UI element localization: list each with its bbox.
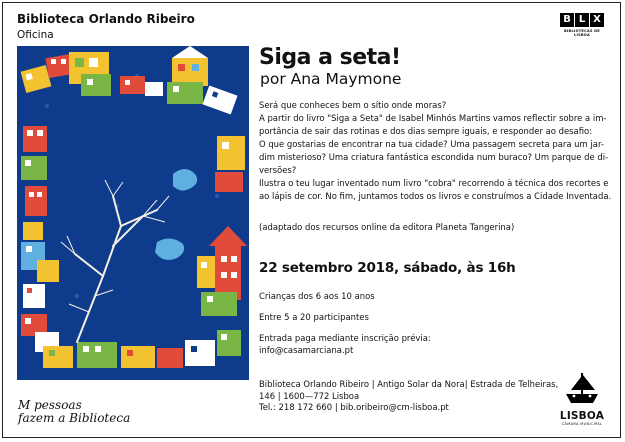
blx-letter-l: L <box>575 13 589 27</box>
lisboa-logo <box>558 370 606 430</box>
event-participants: Entre 5 a 20 participantes <box>259 312 369 322</box>
org-subtitle: Oficina <box>17 29 54 41</box>
address-line: 146 | 1600—772 Lisboa <box>259 390 360 401</box>
address-line: Biblioteca Orlando Ribeiro | Antigo Solar da Nora| Estrada de Telheiras, <box>259 379 559 389</box>
illustration-collage <box>17 46 249 380</box>
blx-letter-b: B <box>560 13 574 27</box>
blx-logo <box>558 13 606 37</box>
event-date: 22 setembro 2018, sábado, às 16h <box>259 260 516 276</box>
lisboa-subtitle: CÂMARA MUNICIPAL <box>561 422 603 426</box>
library-address <box>259 379 558 414</box>
event-author: por Ana Maymone <box>260 70 402 88</box>
illustration <box>17 46 249 380</box>
slogan <box>18 399 130 425</box>
description-paragraph: Ilustra o teu lugar inventado num livro "cobra" recorrendo à técnica dos recortes e ao lápis de cor. No fim, juntamos todos os livros e construímos a Cidade Inventada. <box>259 178 612 201</box>
event-description <box>259 99 615 203</box>
event-ages: Crianças dos 6 aos 10 anos <box>259 291 375 301</box>
event-email[interactable]: info@casamarciana.pt <box>259 345 354 355</box>
slogan-line: fazem a Biblioteca <box>18 411 131 425</box>
description-paragraph: A partir do livro "Siga a Seta" de Isabel Minhós Martins vamos reflectir sobre a im-portância de sair das rotinas e dos dias sempre iguais, e responder ao desafio: <box>259 113 607 136</box>
adapted-note: (adaptado dos recursos online da editora Planeta Tangerina) <box>259 222 515 232</box>
event-title: Siga a seta! <box>259 45 401 70</box>
ship-crest-icon <box>562 370 602 406</box>
description-paragraph: O que gostarias de encontrar na tua cidade? Uma passagem secreta para um jar-dim misterioso? Uma criatura fantástica escondida num buraco? Um parque de di-versões? <box>259 139 609 175</box>
event-entry: Entrada paga mediante inscrição prévia: <box>259 333 431 343</box>
description-paragraph: Será que conheces bem o sítio onde moras? <box>259 100 447 110</box>
blx-caption: BIBLIOTECAS DE LISBOA <box>564 29 600 37</box>
lisboa-wordmark: LISBOA <box>559 410 605 422</box>
org-name: Biblioteca Orlando Ribeiro <box>17 12 195 26</box>
address-contact[interactable]: Tel.: 218 172 660 | bib.oribeiro@cm-lisboa.pt <box>259 402 449 412</box>
slogan-line: M pessoas <box>18 398 82 412</box>
blx-letter-x: X <box>590 13 604 27</box>
